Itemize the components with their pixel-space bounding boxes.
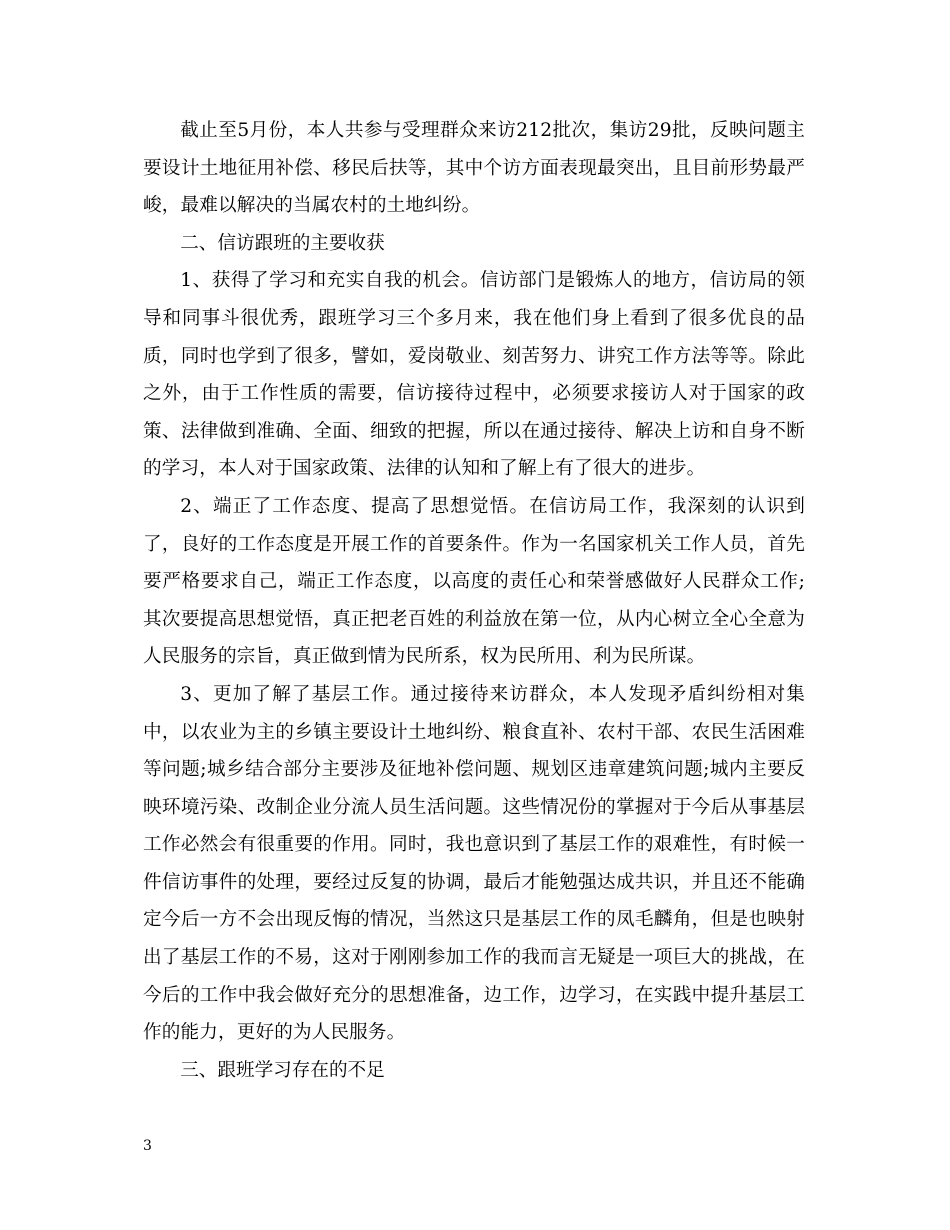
section-heading-shortcomings: 三、跟班学习存在的不足 — [180, 1059, 385, 1081]
paragraph-gain-learning: 1、获得了学习和充实自我的机会。信访部门是锻炼人的地方，信访局的领导和同事斗很优秀，跟班学习三个多月来，我在他们身上看到了很多优良的品质，同时也学到了很多，譬如，爱岗敬业、刻苦努力、讲究工作方法等等。除此之外，由于工作性质的需要，信访接待过程中，必须要求接访人对于国家的政策、法律做到准确、全面、细致的把握，所以在通过接待、解决上访和自身不断的学习，本人对于国家政策、法律的认知和了解上有了很大的进步。 — [143, 270, 805, 480]
paragraph-gain-grassroots: 3、更加了解了基层工作。通过接待来访群众，本人发现矛盾纠纷相对集中，以农业为主的乡镇主要设计土地纠纷、粮食直补、农村干部、农民生活困难等问题;城乡结合部分主要涉及征地补偿问题、规划区违章建筑问题;城内主要反映环境污染、改制企业分流人员生活问题。这些情况份的掌握对于今后从事基层工作必然会有很重要的作用。同时，我也意识到了基层工作的艰难性，有时候一件信访事件的处理，要经过反复的协调，最后才能勉强达成共识，并且还不能确定今后一方不会出现反悔的情况，当然这只是基层工作的凤毛麟角，但是也映射出了基层工作的不易，这对于刚刚参加工作的我而言无疑是一项巨大的挑战，在今后的工作中我会做好充分的思想准备，边工作，边学习，在实践中提升基层工作的能力，更好的为人民服务。 — [143, 683, 805, 1044]
page-number: 3 — [143, 1138, 152, 1154]
document-body — [143, 112, 805, 1089]
paragraph-visit-statistics: 截止至5月份，本人共参与受理群众来访212批次，集访29批，反映问题主要设计土地征用补偿、移民后扶等，其中个访方面表现最突出，且目前形势最严峻，最难以解决的当属农村的土地纠纷。 — [143, 120, 805, 217]
section-heading-main-gains: 二、信访跟班的主要收获 — [180, 232, 385, 254]
paragraph-gain-attitude: 2、端正了工作态度、提高了思想觉悟。在信访局工作，我深刻的认识到了，良好的工作态度是开展工作的首要条件。作为一名国家机关工作人员，首先要严格要求自己，端正工作态度，以高度的责任心和荣誉感做好人民群众工作;其次要提高思想觉悟，真正把老百姓的利益放在第一位，从内心树立全心全意为人民服务的宗旨，真正做到情为民所系，权为民所用、利为民所谋。 — [143, 495, 805, 668]
